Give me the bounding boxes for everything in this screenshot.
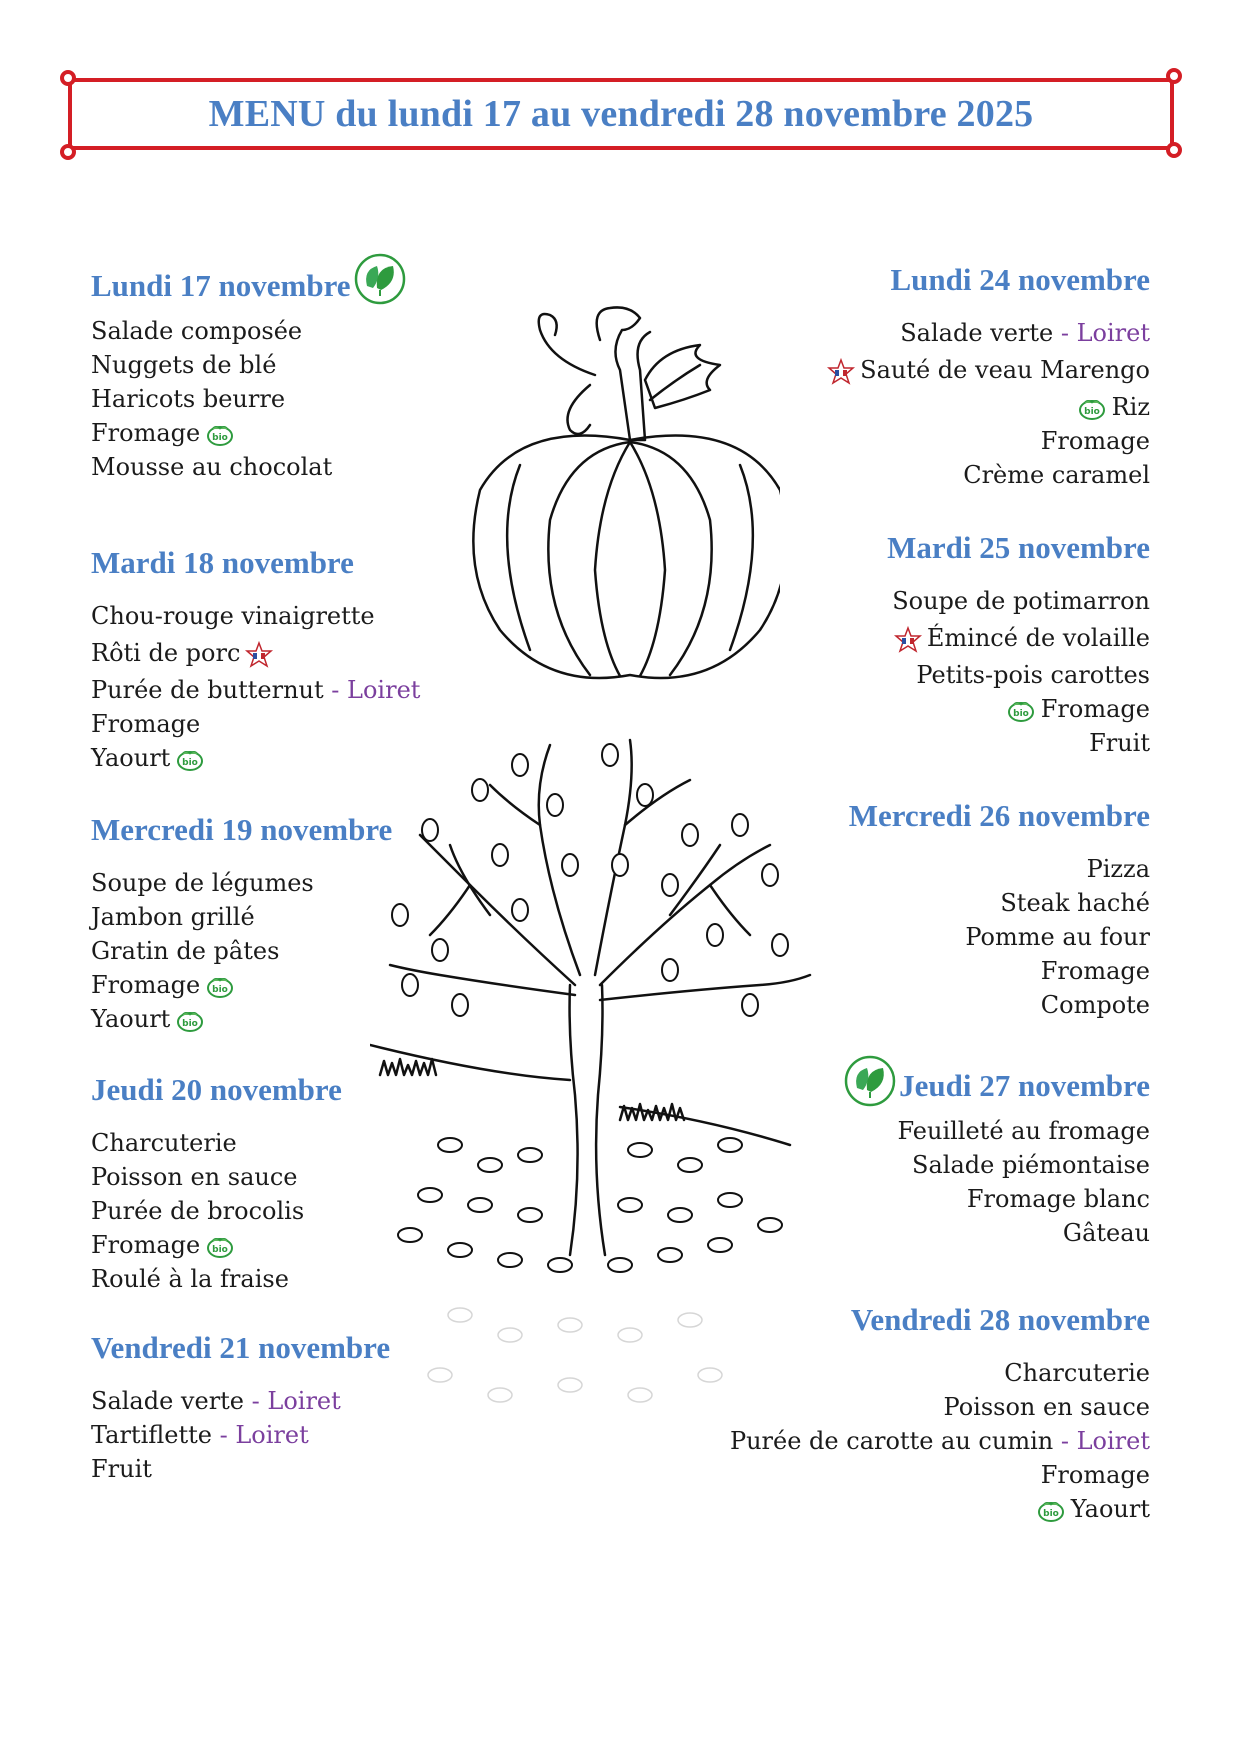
menu-item: Salade verte - Loiret — [91, 1387, 341, 1415]
loiret-tag: - Loiret — [251, 1387, 341, 1415]
day-heading: Jeudi 27 novembre — [843, 1062, 1150, 1116]
day-heading: Lundi 17 novembre — [91, 262, 407, 316]
menu-item: Fromage — [91, 710, 201, 738]
day-vendredi-21 — [91, 1330, 390, 1486]
day-heading: Mardi 25 novembre — [887, 530, 1150, 565]
menu-item: Charcuterie — [91, 1129, 237, 1157]
bio-icon — [206, 1236, 234, 1258]
menu-item: Émincé de volaille — [887, 618, 1150, 658]
menu-item: Fromage blanc — [966, 1185, 1150, 1213]
menu-item: Fromage — [1040, 427, 1150, 455]
day-heading: Mercredi 19 novembre — [91, 812, 393, 847]
bio-icon — [1037, 1500, 1065, 1522]
menu-item: Yaourt — [91, 741, 420, 775]
menu-item: Salade piémontaise — [912, 1151, 1150, 1179]
menu-item: Pomme au four — [965, 923, 1150, 951]
title-banner — [68, 78, 1174, 150]
bio-icon — [1078, 398, 1106, 420]
bio-icon — [1007, 700, 1035, 722]
day-heading: Mercredi 26 novembre — [848, 798, 1150, 833]
menu-item: Fromage — [1040, 1461, 1150, 1489]
menu-item: Soupe de potimarron — [892, 587, 1150, 615]
menu-item: Sauté de veau Marengo — [822, 350, 1150, 390]
day-heading: Mardi 18 novembre — [91, 545, 354, 580]
day-heading: Jeudi 20 novembre — [91, 1072, 342, 1107]
day-mardi-18 — [91, 545, 420, 775]
day-heading: Vendredi 21 novembre — [91, 1330, 391, 1365]
label-rouge-icon — [893, 626, 923, 654]
menu-item: Fromage — [91, 1228, 342, 1262]
vegetarian-icon — [843, 1054, 897, 1108]
menu-item: Purée de brocolis — [91, 1197, 305, 1225]
day-heading: Vendredi 28 novembre — [850, 1302, 1150, 1337]
menu-item: Salade verte - Loiret — [900, 319, 1150, 347]
menu-item: Poisson en sauce — [943, 1393, 1150, 1421]
menu-item: Haricots beurre — [91, 385, 286, 413]
menu-item: Nuggets de blé — [91, 351, 277, 379]
menu-item: Compote — [1040, 991, 1150, 1019]
menu-item: Fruit — [91, 1455, 152, 1483]
menu-item: Mousse au chocolat — [91, 453, 333, 481]
day-mardi-25 — [887, 530, 1150, 760]
loiret-tag: - Loiret — [219, 1421, 309, 1449]
loiret-tag: - Loiret — [1060, 1427, 1150, 1455]
menu-item: Gratin de pâtes — [91, 937, 280, 965]
menu-item: Fromage — [91, 968, 392, 1002]
bio-icon — [176, 1010, 204, 1032]
menu-item: Soupe de légumes — [91, 869, 314, 897]
day-mercredi-26 — [849, 798, 1150, 1022]
day-jeudi-20 — [91, 1072, 342, 1296]
day-lundi-17 — [91, 262, 407, 484]
menu-item: Salade composée — [91, 317, 303, 345]
menu-item: Pizza — [1086, 855, 1150, 883]
bio-icon — [206, 976, 234, 998]
day-heading: Lundi 24 novembre — [890, 262, 1150, 297]
menu-item: Fruit — [1089, 729, 1150, 757]
menu-item: Feuilleté au fromage — [897, 1117, 1150, 1145]
page-title: MENU du lundi 17 au vendredi 28 novembre 2025 — [208, 93, 1034, 135]
menu-item: Charcuterie — [1004, 1359, 1150, 1387]
menu-item: Petits-pois carottes — [916, 661, 1150, 689]
menu-item: Fromage — [91, 416, 407, 450]
menu-item: Purée de butternut - Loiret — [91, 676, 421, 704]
menu-item: Chou-rouge vinaigrette — [91, 602, 375, 630]
menu-item: Purée de carotte au cumin - Loiret — [729, 1427, 1150, 1455]
bio-icon — [176, 749, 204, 771]
day-mercredi-19 — [91, 812, 392, 1036]
menu-item: Steak haché — [1000, 889, 1150, 917]
menu-item: Gâteau — [1062, 1219, 1150, 1247]
pumpkin-illustration — [460, 290, 780, 710]
menu-item: Yaourt — [91, 1002, 392, 1036]
menu-item: Tartiflette - Loiret — [91, 1421, 309, 1449]
menu-item: Rôti de porc — [91, 633, 420, 673]
menu-item: Fromage — [887, 692, 1150, 726]
menu-item: Fromage — [1040, 957, 1150, 985]
menu-item: Riz — [822, 390, 1150, 424]
bio-icon — [206, 424, 234, 446]
loiret-tag: - Loiret — [331, 676, 421, 704]
menu-item: Poisson en sauce — [91, 1163, 298, 1191]
menu-item: Crème caramel — [963, 461, 1150, 489]
loiret-tag: - Loiret — [1060, 319, 1150, 347]
label-rouge-icon — [244, 641, 274, 669]
menu-item: Yaourt — [730, 1492, 1150, 1526]
day-vendredi-28 — [730, 1302, 1150, 1526]
menu-item: Roulé à la fraise — [91, 1265, 289, 1293]
label-rouge-icon — [826, 358, 856, 386]
day-jeudi-27 — [843, 1062, 1150, 1250]
menu-item: Jambon grillé — [91, 903, 255, 931]
vegetarian-icon — [353, 252, 407, 306]
day-lundi-24 — [822, 262, 1150, 492]
